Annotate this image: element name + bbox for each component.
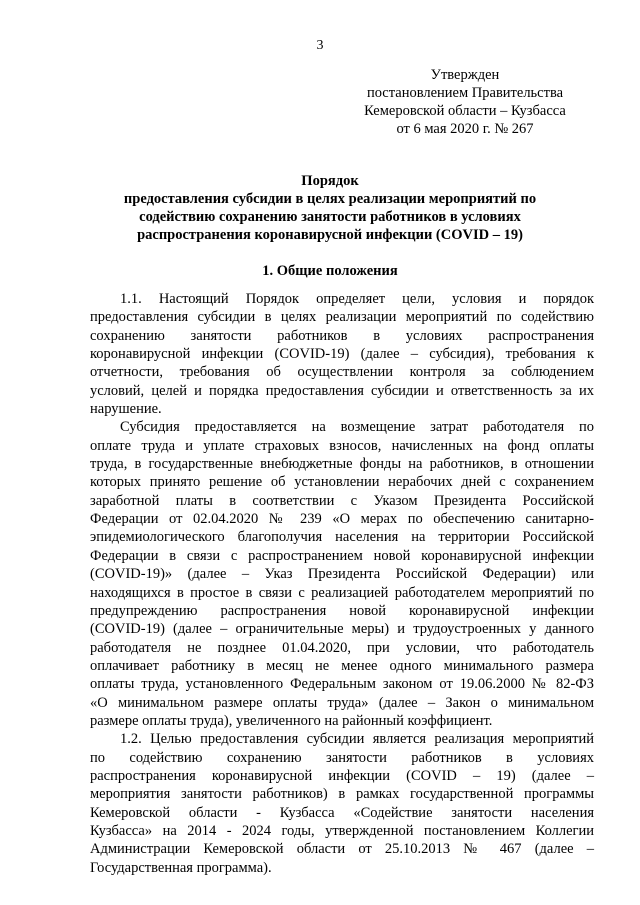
text-line: Кемеровской области - Кузбасса «Содействие занятости населения bbox=[90, 804, 594, 821]
text-line: предупреждению распространения новой коронавирусной инфекции bbox=[90, 602, 594, 619]
text-line: эпидемиологического благополучия населения на территории Российской bbox=[90, 529, 594, 546]
text-line: заработной платы в соответствии с Указом Президента Российской bbox=[90, 492, 594, 509]
text-line: оплаты труда, установленного Федеральным законом от 19.06.2000 № 82-ФЗ bbox=[90, 676, 594, 693]
section-heading: 1. Общие положения bbox=[262, 263, 398, 279]
title-line: распространения коронавирусной инфекции (COVID – 19) bbox=[137, 227, 523, 243]
approval-line: Кемеровской области – Кузбасса bbox=[364, 103, 566, 119]
text-line: Администрации Кемеровской области от 25.10.2013 № 467 (далее – bbox=[90, 841, 594, 858]
text-line: размере оплаты труда), увеличенного на районный коэффициент. bbox=[90, 712, 493, 729]
page-number: 3 bbox=[316, 38, 324, 53]
text-line: 1.1. Настоящий Порядок определяет цели, условия и порядок bbox=[120, 291, 594, 307]
text-line: оплате труда и уплате страховых взносов, начисленных на фонд оплаты bbox=[90, 437, 594, 454]
text-line: труда, в государственные внебюджетные фонды на работников, в отношении bbox=[90, 456, 594, 473]
text-line: (COVID-19) (далее – ограничительные меры) и трудоустроенных у данного bbox=[90, 621, 594, 638]
title-line: содействию сохранению занятости работников в условиях bbox=[139, 209, 521, 225]
paragraph-1-2 bbox=[90, 730, 594, 877]
approval-line: Утвержден bbox=[430, 67, 500, 83]
text-line: которых принято решение об установлении нерабочих дней с сохранением bbox=[90, 474, 594, 491]
approval-stamp bbox=[345, 66, 585, 138]
title-line: предоставления субсидии в целях реализации мероприятий по bbox=[123, 191, 537, 207]
text-line: оплачивает работнику в месяц не менее одного минимального размера bbox=[90, 657, 594, 674]
text-line: находящихся в простое в связи с реализацией работодателем мероприятий по bbox=[90, 584, 594, 601]
text-line: отчетности, требования об осуществлении контроля за соблюдением bbox=[90, 364, 594, 381]
approval-line: постановлением Правительства bbox=[366, 85, 564, 101]
text-line: Федерации от 02.04.2020 № 239 «О мерах по обеспечению санитарно- bbox=[90, 511, 594, 528]
text-line: Государственная программа). bbox=[90, 859, 272, 876]
text-line: Субсидия предоставляется на возмещение затрат работодателя по bbox=[120, 419, 594, 436]
text-line: (COVID-19)» (далее – Указ Президента Российской Федерации) или bbox=[90, 566, 594, 583]
body-text bbox=[90, 290, 594, 877]
document-title bbox=[80, 172, 580, 244]
text-line: мероприятия занятости работников) в рамках государственной программы bbox=[90, 786, 594, 803]
title-line: Порядок bbox=[301, 173, 359, 189]
text-line: условий, целей и порядка предоставления субсидии и ответственность за их bbox=[90, 382, 594, 399]
paragraph-subsidy bbox=[90, 418, 594, 730]
approval-line: от 6 мая 2020 г. № 267 bbox=[396, 121, 534, 137]
text-line: коронавирусной инфекции (COVID-19) (далее – субсидия), требования к bbox=[90, 346, 594, 363]
text-line: работодателя не позднее 01.04.2020, при условии, что работодатель bbox=[90, 639, 594, 656]
text-line: предоставления субсидии в целях реализации мероприятий по содействию bbox=[90, 309, 594, 326]
text-line: распространения коронавирусной инфекции (COVID – 19) (далее – bbox=[90, 767, 594, 784]
text-line: Кузбасса» на 2014 - 2024 годы, утвержденной постановлением Коллегии bbox=[90, 822, 594, 839]
text-line: нарушение. bbox=[90, 401, 162, 418]
text-line: 1.2. Целью предоставления субсидии является реализация мероприятий bbox=[120, 731, 594, 748]
text-line: сохранению занятости работников в условиях распространения bbox=[90, 327, 594, 344]
text-line: Федерации в связи с распространением новой коронавирусной инфекции bbox=[90, 547, 594, 564]
paragraph-1-1 bbox=[90, 290, 594, 418]
text-line: по содействию сохранению занятости работников в условиях bbox=[90, 749, 594, 766]
text-line: «О минимальном размере оплаты труда» (далее – Закон о минимальном bbox=[90, 694, 594, 711]
